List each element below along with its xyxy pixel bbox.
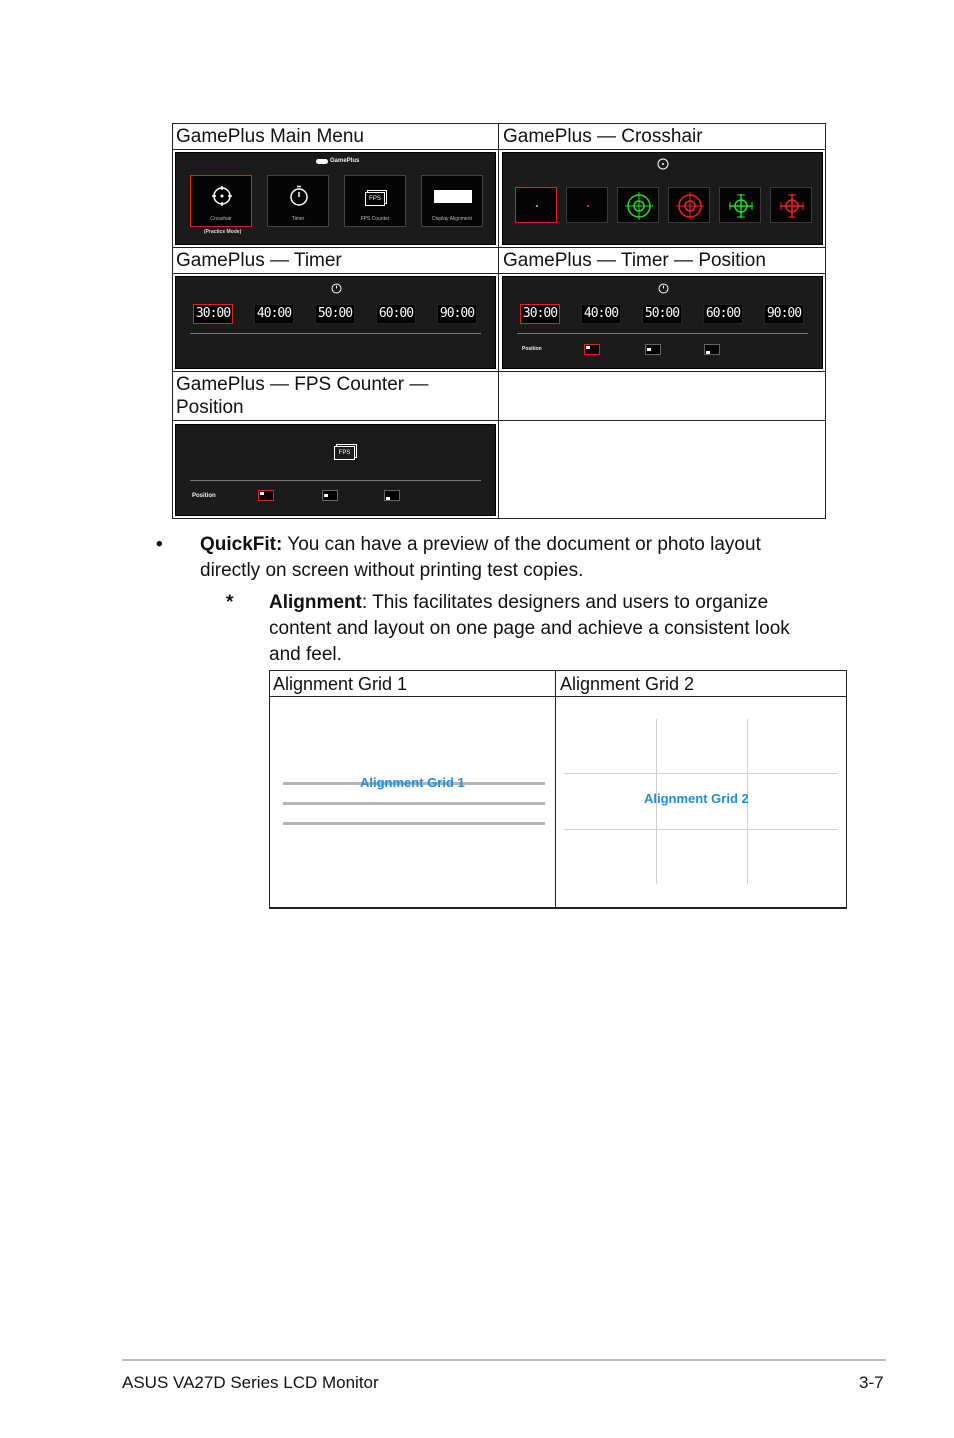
screen-title: GamePlus	[330, 158, 360, 164]
table-border-bottom	[172, 518, 826, 519]
toggle-icon	[316, 159, 328, 164]
timer-option-50: 50:00	[315, 304, 355, 324]
grid-line	[564, 829, 837, 830]
table-border-top	[269, 670, 847, 671]
table-border-right	[846, 670, 847, 909]
menu-label-timer: Timer	[291, 216, 305, 222]
menu-tile-fps-counter	[344, 175, 406, 227]
divider	[190, 333, 481, 334]
header-fps-position-line2: Position	[176, 397, 244, 418]
quickfit-title: QuickFit:	[200, 534, 283, 555]
green-dot-icon	[536, 205, 538, 207]
stopwatch-icon	[289, 185, 309, 206]
alignment-table	[269, 670, 847, 909]
crosshair-option-green-dot	[515, 187, 557, 223]
position-option-top-left	[584, 344, 600, 355]
table-border-right	[825, 123, 826, 519]
crosshair-option-red-circle	[668, 187, 710, 223]
footer-rule	[122, 1359, 886, 1361]
red-dot-icon	[587, 205, 589, 207]
gameplus-table	[172, 123, 826, 519]
crosshair-icon	[212, 186, 232, 206]
timer-option-30: 30:00	[520, 304, 560, 324]
header-timer: GamePlus — Timer	[176, 250, 342, 271]
menu-label-display-alignment: Display Alignment	[432, 216, 472, 222]
grid-2-label: Alignment Grid 2	[644, 791, 749, 806]
position-marker	[706, 351, 710, 354]
green-circle-crosshair-icon	[625, 192, 653, 220]
divider	[517, 333, 808, 334]
table-border-left	[172, 123, 173, 519]
menu-tile-display-alignment	[421, 175, 483, 227]
table-border-top	[172, 123, 826, 124]
quickfit-bullet: •	[156, 534, 163, 555]
screen-timer-position	[502, 276, 823, 369]
header-timer-position: GamePlus — Timer — Position	[503, 250, 766, 271]
table-row-line	[172, 247, 826, 248]
grid-line	[564, 773, 837, 774]
crosshair-option-red-cross	[770, 187, 812, 223]
divider	[190, 480, 481, 481]
timer-option-90: 90:00	[764, 304, 804, 324]
header-fps-position-line1: GamePlus — FPS Counter —	[176, 374, 429, 395]
alignment-text-1: : This facilitates designers and users to organize	[361, 592, 769, 613]
display-alignment-icon	[434, 190, 472, 203]
position-label: Position	[192, 493, 216, 499]
table-divider-vertical	[498, 123, 499, 519]
stopwatch-icon	[331, 282, 342, 294]
practice-mode-label: (Practice Mode)	[204, 229, 242, 235]
timer-option-90: 90:00	[437, 304, 477, 324]
grid-line	[283, 822, 545, 825]
table-border-left	[269, 670, 270, 909]
green-cross-crosshair-icon	[727, 192, 755, 220]
position-option-middle-left	[645, 344, 661, 355]
menu-tile-crosshair	[190, 175, 252, 227]
header-crosshair: GamePlus — Crosshair	[503, 126, 703, 147]
table-border-bottom	[269, 907, 847, 909]
alignment-title: Alignment	[269, 592, 362, 613]
timer-option-60: 60:00	[376, 304, 416, 324]
table-row-line	[172, 149, 826, 150]
quickfit-text-1: You can have a preview of the document or photo layout	[282, 534, 761, 555]
menu-label-crosshair: Crosshair	[210, 216, 232, 222]
screen-timer	[175, 276, 496, 369]
position-marker	[324, 494, 328, 497]
crosshair-option-red-dot	[566, 187, 608, 223]
stopwatch-icon	[658, 282, 669, 294]
alignment-line3: and feel.	[269, 644, 342, 665]
position-option-bottom-left	[384, 490, 400, 501]
position-marker	[647, 348, 651, 351]
grid-1-label: Alignment Grid 1	[360, 775, 465, 790]
quickfit-line1	[200, 532, 761, 558]
fps-icon: FPS	[334, 446, 355, 460]
header-grid-2: Alignment Grid 2	[560, 674, 695, 694]
table-divider-vertical	[555, 670, 556, 909]
grid-line	[283, 802, 545, 805]
page-number: 3-7	[859, 1373, 884, 1392]
position-marker	[260, 492, 264, 495]
header-grid-1: Alignment Grid 1	[273, 674, 408, 694]
alignment-bullet: *	[226, 592, 234, 613]
timer-option-40: 40:00	[254, 304, 294, 324]
fps-icon: FPS	[365, 192, 385, 206]
red-circle-crosshair-icon	[676, 192, 704, 220]
timer-option-40: 40:00	[581, 304, 621, 324]
crosshair-icon	[657, 158, 669, 170]
header-main-menu: GamePlus Main Menu	[176, 126, 364, 147]
table-row-line	[269, 696, 847, 697]
menu-tile-timer	[267, 175, 329, 227]
alignment-line1	[269, 590, 768, 616]
position-option-middle-left	[322, 490, 338, 501]
screen-main-menu	[175, 152, 496, 245]
footer-title: ASUS VA27D Series LCD Monitor	[122, 1373, 379, 1392]
timer-option-50: 50:00	[642, 304, 682, 324]
menu-label-fps-counter: FPS Counter	[360, 216, 390, 222]
position-option-top-left	[258, 490, 274, 501]
position-marker	[386, 497, 390, 500]
timer-option-30: 30:00	[193, 304, 233, 324]
screen-crosshair	[502, 152, 823, 245]
position-label: Position	[522, 346, 542, 352]
table-row-line	[172, 371, 826, 372]
table-row-line	[172, 420, 826, 421]
timer-option-60: 60:00	[703, 304, 743, 324]
quickfit-line2: directly on screen without printing test copies.	[200, 560, 584, 581]
crosshair-option-green-circle	[617, 187, 659, 223]
alignment-line2: content and layout on one page and achieve a consistent look	[269, 618, 790, 639]
position-option-bottom-left	[704, 344, 720, 355]
screen-fps-position	[175, 424, 496, 516]
red-cross-crosshair-icon	[778, 192, 806, 220]
table-row-line	[172, 273, 826, 274]
crosshair-option-green-cross	[719, 187, 761, 223]
position-marker	[586, 346, 590, 349]
